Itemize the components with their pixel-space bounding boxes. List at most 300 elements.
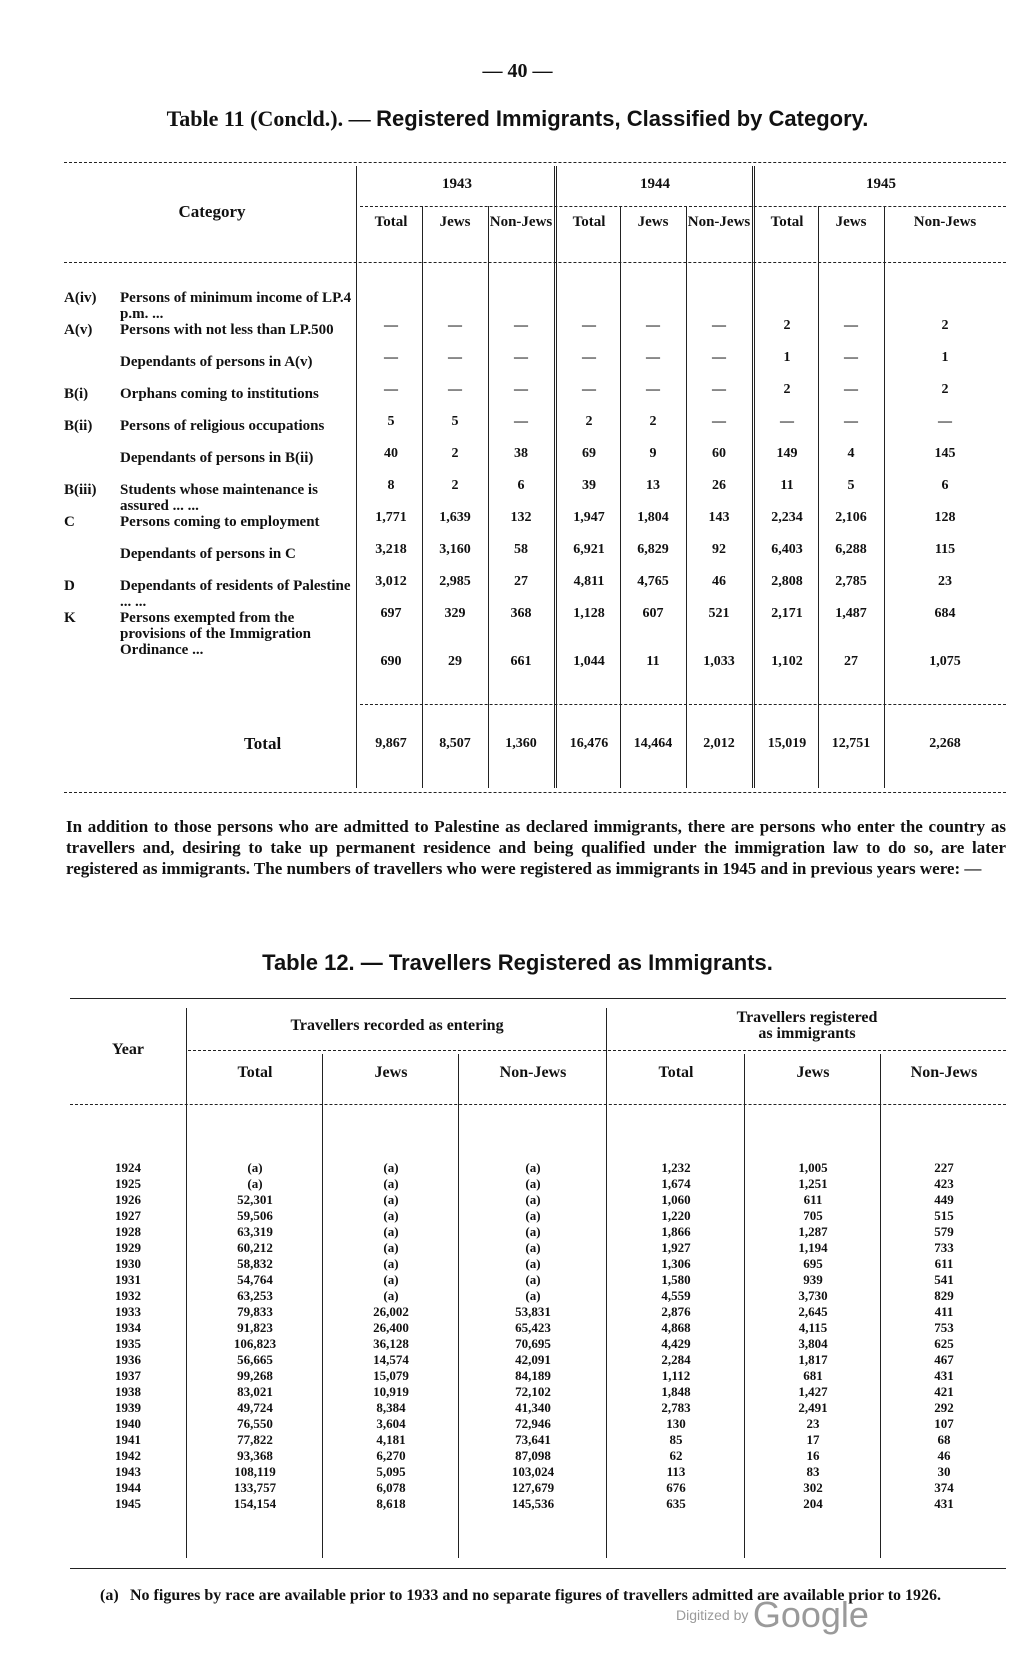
table11-cell: 521 — [708, 606, 730, 621]
table11 — [64, 162, 1006, 802]
table11-total-cell: 2,268 — [929, 736, 961, 751]
table11-cell: — — [448, 350, 462, 365]
table11-cell: — — [844, 318, 858, 333]
table12-year-cell: 1926 — [115, 1192, 141, 1207]
table11-cell: — — [844, 382, 858, 397]
table11-title-main: Registered Immigrants, Classified by Category. — [376, 106, 869, 131]
table12-cell: 16 — [806, 1448, 820, 1463]
table11-header-rule — [64, 262, 1006, 263]
table12-cell: 705 — [803, 1208, 823, 1223]
table11-cell: — — [646, 382, 660, 397]
table12-cell: 1,112 — [661, 1368, 691, 1383]
table11-vrule — [884, 206, 885, 788]
table12-cell: 1,427 — [798, 1384, 828, 1399]
table12-cell: 107 — [934, 1416, 954, 1431]
table11-cell: 5 — [451, 414, 459, 429]
digitized-watermark — [676, 1594, 869, 1636]
table11-row-code: D — [64, 578, 75, 594]
table12-cell: 1,251 — [798, 1176, 828, 1191]
table11-cell: 6 — [517, 478, 525, 493]
table11-row-desc: Dependants of persons in B(ii) — [120, 450, 314, 466]
table12-cell: 227 — [934, 1160, 954, 1175]
table12-cell: (a) — [383, 1288, 399, 1303]
table11-cell: 149 — [776, 446, 798, 461]
table11-row-desc: Persons exempted from the provisions of the Immigration Ordinance ... — [120, 610, 311, 658]
table12-cell: 127,679 — [511, 1480, 555, 1495]
table11-cell: 1 — [941, 350, 949, 365]
table12-cell: 611 — [803, 1192, 823, 1207]
table11-cell: 23 — [938, 574, 952, 589]
table12-cell: 4,429 — [661, 1336, 691, 1351]
table12-cell: (a) — [383, 1272, 399, 1287]
table12-year-cell: 1934 — [115, 1320, 141, 1335]
table11-cell: 6,829 — [637, 542, 669, 557]
table12-row — [70, 1176, 1006, 1192]
table12-cell: 79,833 — [237, 1304, 273, 1319]
table11-vrule — [818, 206, 819, 788]
table12-cell: 87,098 — [515, 1448, 551, 1463]
table12-cell: 130 — [666, 1416, 686, 1431]
table12-cell: 60,212 — [237, 1240, 273, 1255]
table12-col-header: Jews — [374, 1064, 408, 1081]
table11-cell: 2,985 — [439, 574, 471, 589]
table12-cell: 1,194 — [798, 1240, 828, 1255]
table11-cell: 13 — [646, 478, 660, 493]
table12-row — [70, 1272, 1006, 1288]
table12-cell: 41,340 — [515, 1400, 551, 1415]
table11-total-cell: 15,019 — [767, 736, 807, 751]
table12-year-cell: 1937 — [115, 1368, 141, 1383]
table11-cell: 1,075 — [929, 654, 961, 669]
table11-cell: — — [844, 350, 858, 365]
table12-year-cell: 1940 — [115, 1416, 141, 1431]
table12-col-header: Jews — [796, 1064, 830, 1081]
footnote-text: No figures by race are available prior to 1933 and no separate figures of travellers admitted are available prior to 1926. — [130, 1587, 942, 1604]
table11-vrule — [422, 206, 423, 788]
table11-title — [0, 106, 1035, 132]
table12-row — [70, 1336, 1006, 1352]
table11-cell: 6,921 — [573, 542, 605, 557]
table11-cell: — — [514, 382, 528, 397]
table11-year-header: 1944 — [640, 176, 670, 192]
table11-cell: 143 — [708, 510, 730, 525]
table11-cell: 2,785 — [835, 574, 867, 589]
table11-row-desc: Dependants of persons in A(v) — [120, 354, 313, 370]
footnote-mark: (a) — [100, 1587, 119, 1604]
table11-cell: 2 — [649, 414, 657, 429]
table11-col-header: Total — [374, 214, 408, 230]
table11-category-header: Category — [178, 202, 246, 221]
table11-row-code: A(v) — [64, 322, 93, 338]
table11-cell: 115 — [934, 542, 956, 557]
table11-cell: 5 — [847, 478, 855, 493]
table12-row — [70, 1480, 1006, 1496]
table11-col-header: Jews — [637, 214, 669, 230]
table12-cell: 2,876 — [661, 1304, 691, 1319]
table11-cell: 40 — [384, 446, 398, 461]
table12-row — [70, 1160, 1006, 1176]
table12-cell: 83 — [806, 1464, 820, 1479]
table12-cell: 611 — [934, 1256, 954, 1271]
table11-cell: — — [448, 318, 462, 333]
table11-cell: 145 — [934, 446, 956, 461]
table11-cell: 2,234 — [771, 510, 803, 525]
table11-cell: 1,804 — [637, 510, 669, 525]
table12-cell: 99,268 — [237, 1368, 273, 1383]
table12-cell: 1,866 — [661, 1224, 691, 1239]
table12-bottom-rule — [70, 1568, 1006, 1569]
table11-total-cell: 12,751 — [831, 736, 871, 751]
table12-cell: 431 — [934, 1368, 954, 1383]
table11-cell: 329 — [444, 606, 466, 621]
table11-cell: 29 — [448, 654, 462, 669]
table12-cell: 5,095 — [376, 1464, 406, 1479]
table11-cell: — — [384, 350, 398, 365]
table11-cell: 11 — [780, 478, 794, 493]
table12-year-cell: 1929 — [115, 1240, 141, 1255]
table12-cell: 302 — [803, 1480, 823, 1495]
table12-cell: 8,618 — [376, 1496, 406, 1511]
table12-cell: 15,079 — [373, 1368, 409, 1383]
table11-total-rule — [360, 704, 1006, 705]
table11-cell: — — [514, 414, 528, 429]
table12-cell: 52,301 — [237, 1192, 273, 1207]
table11-cell: 2 — [941, 318, 949, 333]
table12-cell: 145,536 — [511, 1496, 555, 1511]
table12-cell: (a) — [247, 1176, 263, 1191]
table11-row-code: B(iii) — [64, 482, 97, 498]
table12-year-cell: 1928 — [115, 1224, 141, 1239]
table12-cell: 431 — [934, 1496, 954, 1511]
table12-cell: 154,154 — [233, 1496, 277, 1511]
table12-year-header: Year — [112, 1041, 144, 1058]
table11-cell: — — [780, 414, 794, 429]
table11-cell: 1,947 — [573, 510, 605, 525]
table11-row-desc: Persons coming to employment — [120, 514, 320, 530]
table11-col-header: Non-Jews — [913, 214, 977, 230]
table12-row — [70, 1464, 1006, 1480]
table12-cell: 3,730 — [798, 1288, 828, 1303]
table12-cell: 42,091 — [515, 1352, 551, 1367]
table11-col-header: Jews — [439, 214, 471, 230]
table12-cell: 56,665 — [237, 1352, 273, 1367]
table12-year-cell: 1931 — [115, 1272, 141, 1287]
table11-cell: 132 — [510, 510, 532, 525]
table12-cell: 36,128 — [373, 1336, 409, 1351]
table12-cell: 68 — [937, 1432, 951, 1447]
table11-cell: — — [712, 382, 726, 397]
table11-total-cell: 8,507 — [439, 736, 471, 751]
table11-year-header: 1943 — [442, 176, 472, 192]
table12-header-rule — [70, 1104, 1006, 1105]
table12-year-cell: 1939 — [115, 1400, 141, 1415]
table11-cell: 1,639 — [439, 510, 471, 525]
table12-cell: 1,005 — [798, 1160, 828, 1175]
table12-title: Table 12. — Travellers Registered as Immigrants. — [262, 950, 773, 975]
table12-cell: 85 — [669, 1432, 683, 1447]
table12-year-cell: 1938 — [115, 1384, 141, 1399]
table12-row — [70, 1368, 1006, 1384]
table11-total-cell: 14,464 — [633, 736, 673, 751]
table11-cell: 69 — [582, 446, 596, 461]
table12-cell: 411 — [934, 1304, 954, 1319]
table12-cell: 113 — [666, 1464, 686, 1479]
table12-cell: 30 — [937, 1464, 951, 1479]
table12-cell: 72,102 — [515, 1384, 551, 1399]
table11-cell: — — [712, 350, 726, 365]
table12-cell: 695 — [803, 1256, 823, 1271]
table12-cell: 93,368 — [237, 1448, 273, 1463]
table11-cell: 1,487 — [835, 606, 867, 621]
table11-cell: 58 — [514, 542, 528, 557]
table12-row — [70, 1224, 1006, 1240]
table11-cell: — — [712, 318, 726, 333]
table12-cell: 733 — [934, 1240, 954, 1255]
table11-cell: 607 — [642, 606, 664, 621]
table12-col-header: Non-Jews — [499, 1064, 567, 1081]
table12-cell: 26,002 — [373, 1304, 409, 1319]
table12-cell: 625 — [934, 1336, 954, 1351]
table12-cell: 2,284 — [661, 1352, 691, 1367]
table12-cell: (a) — [525, 1160, 541, 1175]
table12-cell: 635 — [666, 1496, 686, 1511]
table12-cell: (a) — [383, 1240, 399, 1255]
table11-row-desc: Dependants of persons in C — [120, 546, 296, 562]
table12-row — [70, 1384, 1006, 1400]
table12-cell: 1,220 — [661, 1208, 691, 1223]
table12-cell: 62 — [669, 1448, 683, 1463]
table12-cell: 467 — [934, 1352, 954, 1367]
table12-group-rule — [188, 1050, 1006, 1051]
table12-cell: 26,400 — [373, 1320, 409, 1335]
table11-total-cell: 9,867 — [375, 736, 407, 751]
table12-cell: 1,287 — [798, 1224, 828, 1239]
table12-cell: 1,817 — [798, 1352, 828, 1367]
table11-cell: 2 — [941, 382, 949, 397]
table11-col-header: Jews — [835, 214, 867, 230]
table12-row — [70, 1400, 1006, 1416]
table11-cell: 3,160 — [439, 542, 471, 557]
table12-cell: (a) — [383, 1176, 399, 1191]
table11-vrule — [686, 206, 687, 788]
table11-col-header: Non-Jews — [687, 214, 751, 230]
table12-cell: 63,319 — [237, 1224, 273, 1239]
table11-cell: 1,771 — [375, 510, 407, 525]
table12-cell: 4,559 — [661, 1288, 691, 1303]
table11-cell: 697 — [380, 606, 402, 621]
table12-cell: 84,189 — [515, 1368, 551, 1383]
table12-row — [70, 1320, 1006, 1336]
table11-cell: — — [844, 414, 858, 429]
table11-row-code: K — [64, 610, 76, 626]
table12-cell: (a) — [525, 1240, 541, 1255]
google-logo: Google — [752, 1594, 869, 1635]
table11-vrule — [488, 206, 489, 788]
table12-cell: 72,946 — [515, 1416, 551, 1431]
table12-year-cell: 1944 — [115, 1480, 141, 1495]
table12-cell: 579 — [934, 1224, 954, 1239]
table12-group-header-entering: Travellers recorded as entering — [290, 1017, 504, 1034]
table12-cell: 3,804 — [798, 1336, 828, 1351]
table12-cell: 59,506 — [237, 1208, 273, 1223]
table11-row-desc: Persons of minimum income of LP.4 p.m. ... — [120, 290, 352, 322]
table11-row-desc: Students whose maintenance is assured ... ... — [120, 482, 318, 514]
table12-cell: 204 — [803, 1496, 823, 1511]
table12-cell: 2,491 — [798, 1400, 828, 1415]
table12-cell: (a) — [525, 1208, 541, 1223]
table12-cell: 449 — [934, 1192, 954, 1207]
watermark-digitized-by: Digitized by — [676, 1607, 749, 1623]
table12-cell: 133,757 — [233, 1480, 277, 1495]
table12-cell: 1,848 — [661, 1384, 691, 1399]
table12-cell: 1,927 — [661, 1240, 691, 1255]
table11-cell: — — [646, 350, 660, 365]
table12-cell: 423 — [934, 1176, 954, 1191]
table11-cell: 11 — [646, 654, 660, 669]
table11-cell: 2 — [451, 446, 459, 461]
table11-cell: 46 — [712, 574, 726, 589]
table11-cell: 684 — [934, 606, 956, 621]
table12-row — [70, 1496, 1006, 1512]
table12-year-cell: 1936 — [115, 1352, 141, 1367]
table11-row-code: B(ii) — [64, 418, 93, 434]
table12-cell: 58,832 — [237, 1256, 273, 1271]
table12-row — [70, 1448, 1006, 1464]
table12-col-header: Non-Jews — [910, 1064, 978, 1081]
table11-cell: 26 — [712, 478, 726, 493]
table11-cell: — — [582, 382, 596, 397]
table11-cell: 2,171 — [771, 606, 803, 621]
table12-col-header: Total — [658, 1064, 694, 1081]
table11-row-code: B(i) — [64, 386, 89, 402]
table12-year-cell: 1941 — [115, 1432, 141, 1447]
table12-cell: 3,604 — [376, 1416, 406, 1431]
table11-cell: 2 — [783, 318, 791, 333]
table11-cell: 4 — [847, 446, 855, 461]
table12-cell: 541 — [934, 1272, 954, 1287]
table11-cell: — — [582, 350, 596, 365]
table11-cell: 2,106 — [835, 510, 867, 525]
table12-cell: (a) — [525, 1192, 541, 1207]
table12-year-cell: 1943 — [115, 1464, 141, 1479]
table11-cell: — — [514, 318, 528, 333]
table12-year-cell: 1935 — [115, 1336, 141, 1351]
table11-year-header: 1945 — [866, 176, 896, 192]
table11-total-cell: 16,476 — [569, 736, 609, 751]
table12-cell: 108,119 — [234, 1464, 276, 1479]
table12-cell: 6,270 — [376, 1448, 406, 1463]
table11-col-header: Non-Jews — [489, 214, 553, 230]
table12-cell: 17 — [806, 1432, 820, 1447]
table12-row — [70, 1304, 1006, 1320]
table12-cell: 4,868 — [661, 1320, 691, 1335]
table11-cell: 4,811 — [573, 574, 605, 589]
table12-cell: 70,695 — [515, 1336, 551, 1351]
table12-cell: 6,078 — [376, 1480, 406, 1495]
table12-cell: 103,024 — [511, 1464, 555, 1479]
table12-cell: 421 — [934, 1384, 954, 1399]
table12-cell: (a) — [525, 1272, 541, 1287]
table12-top-rule — [70, 998, 1006, 999]
table11-cell: 4,765 — [637, 574, 669, 589]
table12-cell: 676 — [666, 1480, 686, 1495]
table11-cell: 5 — [387, 414, 395, 429]
table12-cell: 681 — [803, 1368, 823, 1383]
table11-row-code: A(iv) — [64, 290, 97, 306]
table12-row — [70, 1192, 1006, 1208]
table11-cell: 3,218 — [375, 542, 407, 557]
table12-cell: 54,764 — [237, 1272, 273, 1287]
table12-cell: 1,060 — [661, 1192, 691, 1207]
table12-cell: (a) — [383, 1192, 399, 1207]
table12-row — [70, 1256, 1006, 1272]
table12-cell: 2,783 — [661, 1400, 691, 1415]
table11-cell: 1,128 — [573, 606, 605, 621]
table11-top-rule — [64, 162, 1006, 163]
body-paragraph: In addition to those persons who are admitted to Palestine as declared immigrants, there are persons who enter the country as travellers and, desiring to take up permanent residence and being qualified under the immigration law to do so, are later registered as immigrants. The numbers of travellers who were registered as immigrants in 1945 and in previous years were: — — [66, 817, 1006, 878]
table12-row — [70, 1432, 1006, 1448]
table11-cell: 38 — [514, 446, 528, 461]
table12-year-cell: 1945 — [115, 1496, 141, 1511]
table11-cell: 92 — [712, 542, 726, 557]
table11-cell: 2 — [451, 478, 459, 493]
table12-group-header-registered — [608, 1010, 1006, 1042]
table12-cell: (a) — [247, 1160, 263, 1175]
table12-cell: 65,423 — [515, 1320, 551, 1335]
table12-cell: 939 — [803, 1272, 823, 1287]
table11-vrule — [554, 166, 557, 788]
table11-row-desc: Persons of religious occupations — [120, 418, 325, 434]
table12-cell: 1,580 — [661, 1272, 691, 1287]
table12-cell: 753 — [934, 1320, 954, 1335]
table11-cell: — — [712, 414, 726, 429]
table12-group2-line2: as immigrants — [758, 1025, 856, 1042]
table12-year-cell: 1927 — [115, 1208, 141, 1223]
table12-cell: 2,645 — [798, 1304, 828, 1319]
table11-cell: 2,808 — [771, 574, 803, 589]
table11-year-rule — [360, 206, 1006, 207]
table11-cell: 1,033 — [703, 654, 735, 669]
table12 — [70, 998, 1006, 1578]
table12-cell: 515 — [934, 1208, 954, 1223]
table11-cell: — — [514, 350, 528, 365]
table11-cell: 60 — [712, 446, 726, 461]
table12-cell: 106,823 — [233, 1336, 277, 1351]
table12-cell: (a) — [525, 1176, 541, 1191]
table12-cell: 77,822 — [237, 1432, 273, 1447]
table11-cell: — — [938, 414, 952, 429]
table11-cell: — — [448, 382, 462, 397]
table11-cell: — — [646, 318, 660, 333]
table12-cell: 76,550 — [237, 1416, 273, 1431]
table11-title-prefix: Table 11 (Concld.). — — [166, 106, 377, 131]
table11-cell: 690 — [380, 654, 402, 669]
table11-cell: 39 — [582, 478, 596, 493]
table12-cell: (a) — [525, 1224, 541, 1239]
table12-cell: 49,724 — [237, 1400, 273, 1415]
table11-cell: 1,102 — [771, 654, 803, 669]
table12-row — [70, 1416, 1006, 1432]
table11-row-desc: Dependants of residents of Palestine ... ... — [120, 578, 351, 610]
table12-year-cell: 1933 — [115, 1304, 141, 1319]
table12-cell: 53,831 — [515, 1304, 551, 1319]
table12-cell: (a) — [525, 1256, 541, 1271]
table11-cell: 1,044 — [573, 654, 605, 669]
table11-cell: 2 — [585, 414, 593, 429]
table12-cell: 10,919 — [373, 1384, 409, 1399]
table12-cell: 829 — [934, 1288, 954, 1303]
table12-cell: (a) — [383, 1256, 399, 1271]
